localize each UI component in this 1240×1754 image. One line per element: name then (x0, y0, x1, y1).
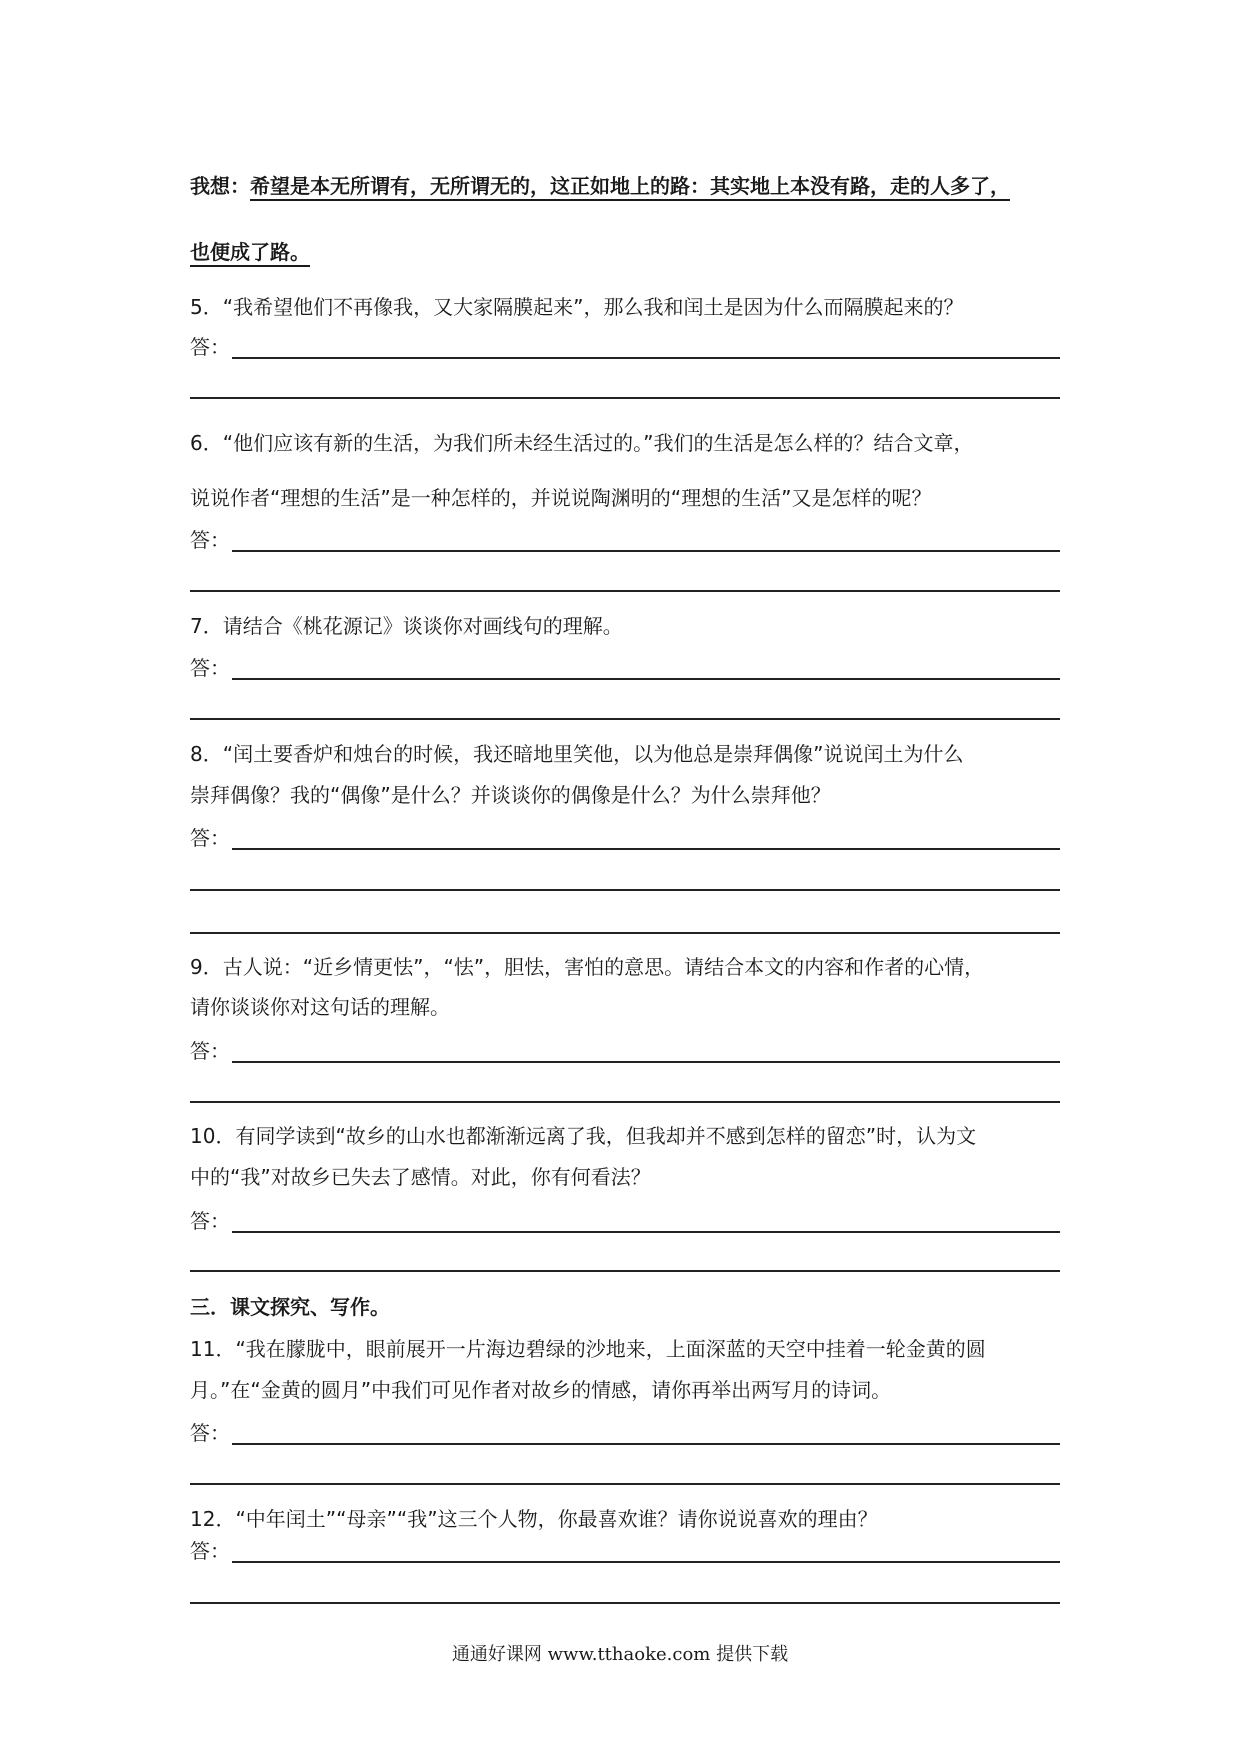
intro-quote-part-2: 也便成了路。 (190, 240, 310, 264)
section-3-heading: 三．课文探究、写作。 (190, 1295, 390, 1319)
answer-label: 答： (190, 335, 230, 359)
question-11-text-line-1: 11．“我在朦胧中，眼前展开一片海边碧绿的沙地来，上面深蓝的天空中挂着一轮金黄的圆 (190, 1337, 986, 1361)
answer-line-extra[interactable] (190, 397, 1060, 399)
answer-line[interactable] (232, 550, 1060, 552)
question-6-text-line-1: 6．“他们应该有新的生活，为我们所未经生活过的。”我们的生活是怎么样的？结合文章， (190, 431, 974, 455)
question-5-text: 5．“我希望他们不再像我，又大家隔膜起来”，那么我和闰土是因为什么而隔膜起来的？ (190, 295, 964, 319)
answer-line-extra[interactable] (190, 1602, 1060, 1604)
question-9-text-line-1: 9．古人说：“近乡情更怯”，“怯”，胆怯，害怕的意思。请结合本文的内容和作者的心情， (190, 955, 985, 979)
intro-prefix: 我想： (190, 174, 250, 198)
question-11-text-line-2: 月。”在“金黄的圆月”中我们可见作者对故乡的情感，请你再举出两写月的诗词。 (190, 1378, 892, 1402)
question-7-text: 7．请结合《桃花源记》谈谈你对画线句的理解。 (190, 614, 623, 638)
question-10-text-line-1: 10．有同学读到“故乡的山水也都渐渐远离了我，但我却并不感到怎样的留恋”时，认为文 (190, 1124, 977, 1148)
answer-line-extra[interactable] (190, 1483, 1060, 1485)
question-6-answer[interactable] (190, 526, 1060, 556)
answer-line-extra[interactable] (190, 590, 1060, 592)
answer-line-extra[interactable] (190, 718, 1060, 720)
question-7-answer[interactable] (190, 654, 1060, 684)
answer-line[interactable] (232, 1443, 1060, 1445)
answer-line-extra[interactable] (190, 889, 1060, 891)
intro-line-2 (190, 238, 1060, 266)
answer-line[interactable] (232, 678, 1060, 680)
question-6-text-line-2: 说说作者“理想的生活”是一种怎样的，并说说陶渊明的“理想的生活”又是怎样的呢？ (190, 486, 932, 510)
intro-line-1 (190, 172, 1060, 200)
question-8-text-line-1: 8．“闰土要香炉和烛台的时候，我还暗地里笑他，以为他总是崇拜偶像”说说闰土为什么 (190, 742, 964, 766)
answer-line[interactable] (232, 1061, 1060, 1063)
question-12-answer[interactable] (190, 1537, 1060, 1567)
question-11-answer[interactable] (190, 1419, 1060, 1449)
answer-line[interactable] (232, 1561, 1060, 1563)
answer-label: 答： (190, 1539, 230, 1563)
question-12-text: 12．“中年闰土”“母亲”“我”这三个人物，你最喜欢谁？请你说说喜欢的理由？ (190, 1507, 878, 1531)
answer-line-extra[interactable] (190, 932, 1060, 934)
answer-label: 答： (190, 1209, 230, 1233)
question-9-answer[interactable] (190, 1037, 1060, 1067)
answer-label: 答： (190, 826, 230, 850)
answer-label: 答： (190, 1039, 230, 1063)
question-10-text-line-2: 中的“我”对故乡已失去了感情。对此，你有何看法？ (190, 1165, 651, 1189)
answer-label: 答： (190, 528, 230, 552)
question-9-text-line-2: 请你谈谈你对这句话的理解。 (190, 995, 450, 1019)
question-5-answer[interactable] (190, 333, 1060, 363)
answer-line[interactable] (232, 848, 1060, 850)
question-8-answer[interactable] (190, 824, 1060, 854)
answer-line-extra[interactable] (190, 1101, 1060, 1103)
answer-label: 答： (190, 656, 230, 680)
intro-quote-part-1: 希望是本无所谓有，无所谓无的，这正如地上的路：其实地上本没有路，走的人多了， (250, 174, 1010, 198)
answer-line-extra[interactable] (190, 1270, 1060, 1272)
footer-source: 通通好课网 www.tthaoke.com 提供下载 (451, 1644, 789, 1665)
answer-line[interactable] (232, 1231, 1060, 1233)
answer-line[interactable] (232, 357, 1060, 359)
answer-label: 答： (190, 1421, 230, 1445)
question-10-answer[interactable] (190, 1207, 1060, 1237)
question-8-text-line-2: 崇拜偶像？我的“偶像”是什么？并谈谈你的偶像是什么？为什么崇拜他？ (190, 783, 831, 807)
